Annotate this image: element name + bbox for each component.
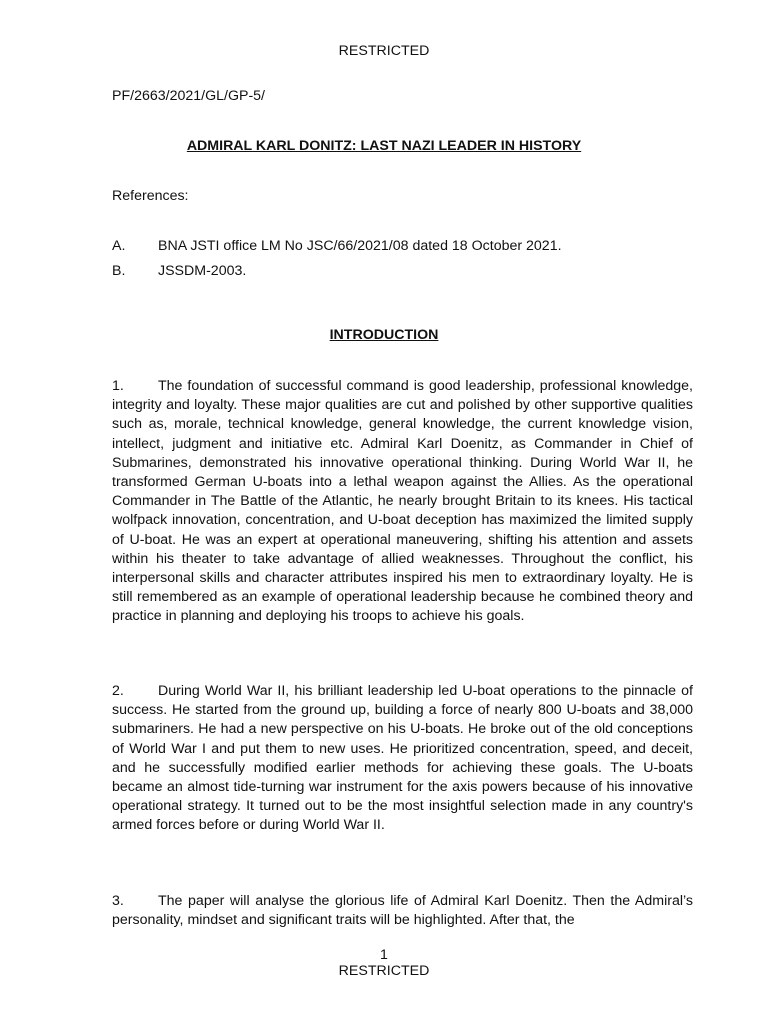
paragraph-number: 3.: [112, 893, 124, 909]
reference-code: PF/2663/2021/GL/GP-5/: [112, 88, 266, 104]
document-title: ADMIRAL KARL DONITZ: LAST NAZI LEADER IN HISTORY: [186, 138, 582, 154]
paragraph-number: 1.: [112, 378, 124, 394]
paragraph-text: The foundation of successful command is good leadership, professional knowledge, integrity and loyalty. These major qualities are cut and polished by other supportive qualities such as, morale, technical knowledge, general knowledge, the current knowledge vision, intellect, judgment and initiative etc. Admiral Karl Doenitz, as Commander in Chief of Submarines, demonstrated his innovative operational thinking. During World War II, he transformed German U-boats into a lethal weapon against the Allies. As the operational Commander in The Battle of the Atlantic, he nearly brought Britain to its knees. His tactical wolfpack innovation, concentration, and U-boat deception has maximized the limited supply of U-boat. He was an expert at operational maneuvering, shifting his attention and assets within his theater to take advantage of allied weaknesses. Throughout the conflict, his interpersonal skills and character attributes inspired his men to extraordinary loyalty. He is still remembered as an example of operational leadership because he combined theory and practice in planning and deploying his troops to achieve his goals.: [112, 378, 693, 625]
page-number: 1: [380, 947, 388, 963]
references-label: References:: [112, 188, 189, 204]
section-heading-introduction: INTRODUCTION: [329, 327, 439, 343]
reference-text: JSSDM-2003.: [158, 263, 247, 279]
reference-letter: A.: [112, 238, 126, 254]
paragraph-number: 2.: [112, 683, 124, 699]
reference-item-b: [112, 263, 672, 279]
reference-text: BNA JSTI office LM No JSC/66/2021/08 dated 18 October 2021.: [158, 238, 562, 254]
paragraph-2: [112, 682, 693, 836]
reference-item-a: [112, 238, 672, 254]
paragraph-3: [112, 892, 693, 930]
header-classification: RESTRICTED: [338, 43, 430, 59]
paragraph-1: [112, 377, 693, 627]
paragraph-text: The paper will analyse the glorious life of Admiral Karl Doenitz. Then the Admiral’s personality, mindset and significant traits will be highlighted. After that, the: [112, 893, 693, 929]
reference-letter: B.: [112, 263, 126, 279]
footer-classification: RESTRICTED: [338, 963, 430, 979]
paragraph-text: During World War II, his brilliant leadership led U-boat operations to the pinnacle of success. He started from the ground up, building a force of nearly 800 U-boats and 38,000 submariners. He had a new perspective on his U-boats. He broke out of the old conceptions of World War I and put them to new uses. He prioritized concentration, speed, and deceit, and he successfully modified earlier methods for achieving these goals. The U-boats became an almost tide-turning war instrument for the axis powers because of his innovative operational strategy. It turned out to be the most insightful selection made in any country's armed forces before or during World War II.: [112, 683, 693, 834]
